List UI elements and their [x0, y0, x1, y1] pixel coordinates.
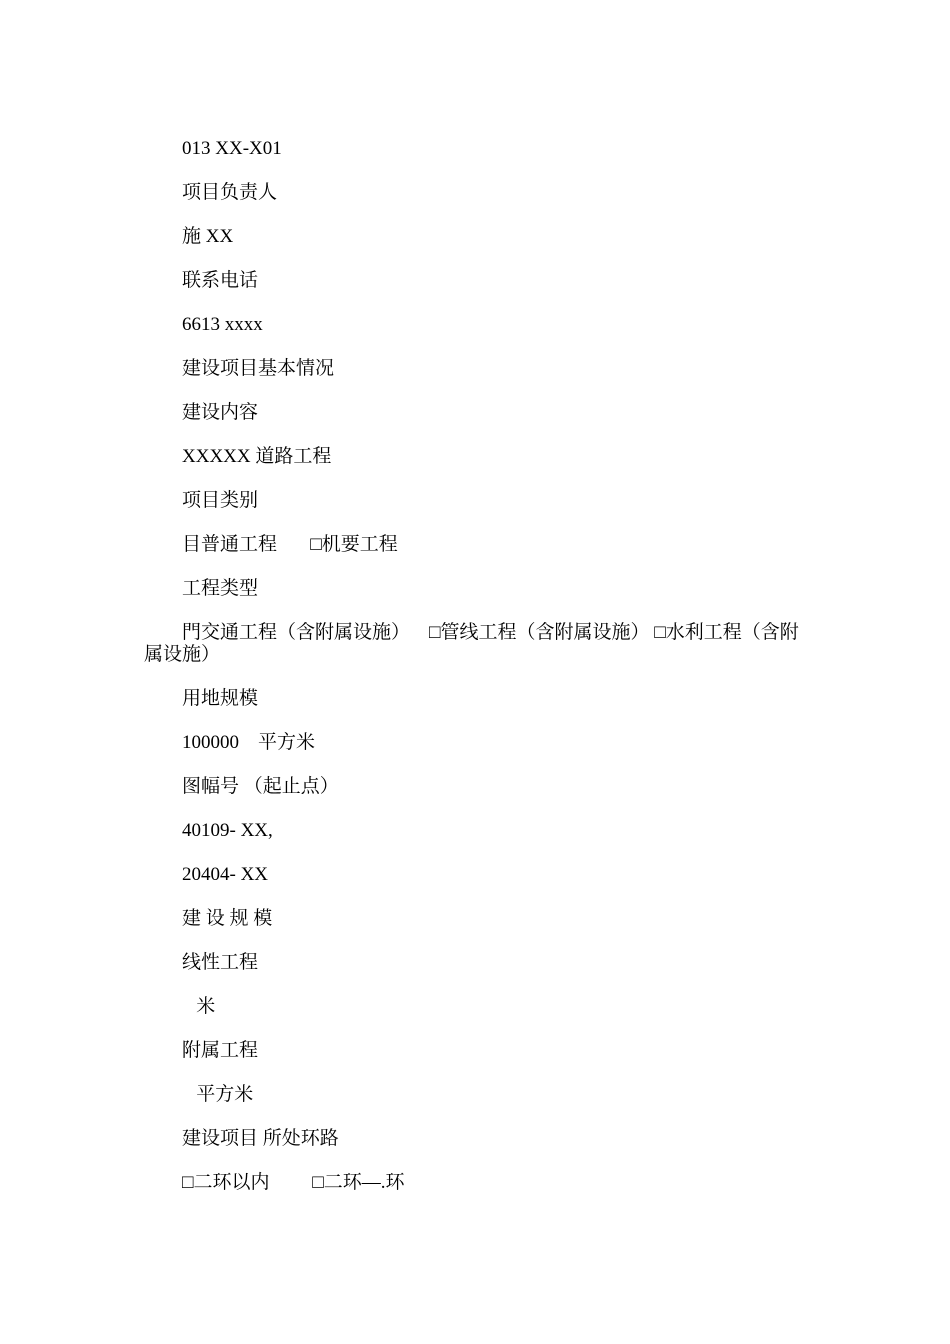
- construction-content-label: 建设内容: [182, 402, 259, 423]
- ring-road-label: 建设项目 所处环路: [182, 1128, 339, 1149]
- map-sheet-value-1: 40109- XX,: [182, 820, 273, 841]
- ancillary-works-unit: 平方米: [182, 1084, 254, 1105]
- project-leader-label: 项目负责人: [182, 182, 278, 203]
- project-type-label: 工程类型: [182, 578, 259, 599]
- construction-scale-label: 建 设 规 模: [182, 908, 273, 929]
- phone-label: 联系电话: [182, 270, 259, 291]
- ring-road-options: □二环以内 □二环—.环: [182, 1172, 405, 1193]
- project-category-options: 目普通工程 □机要工程: [182, 534, 398, 555]
- map-sheet-value-2: 20404- XX: [182, 864, 269, 885]
- land-scale-label: 用地规模: [182, 688, 259, 709]
- ancillary-works-label: 附属工程: [182, 1040, 259, 1061]
- project-code: 013 XX-X01: [182, 138, 282, 159]
- phone-value: 6613 xxxx: [182, 314, 263, 335]
- linear-works-label: 线性工程: [182, 952, 259, 973]
- construction-content-value: XXXXX 道路工程: [182, 446, 332, 467]
- project-type-options: 門交通工程（含附属设施） □管线工程（含附属设施） □水利工程（含附属设施）: [144, 622, 799, 665]
- project-leader-value: 施 XX: [182, 226, 234, 247]
- project-category-label: 项目类别: [182, 490, 259, 511]
- linear-works-unit: 米: [182, 996, 216, 1017]
- map-sheet-label: 图幅号 （起止点）: [182, 776, 339, 797]
- section-heading-basic-info: 建设项目基本情况: [182, 358, 335, 379]
- land-scale-value: 100000 平方米: [182, 732, 316, 753]
